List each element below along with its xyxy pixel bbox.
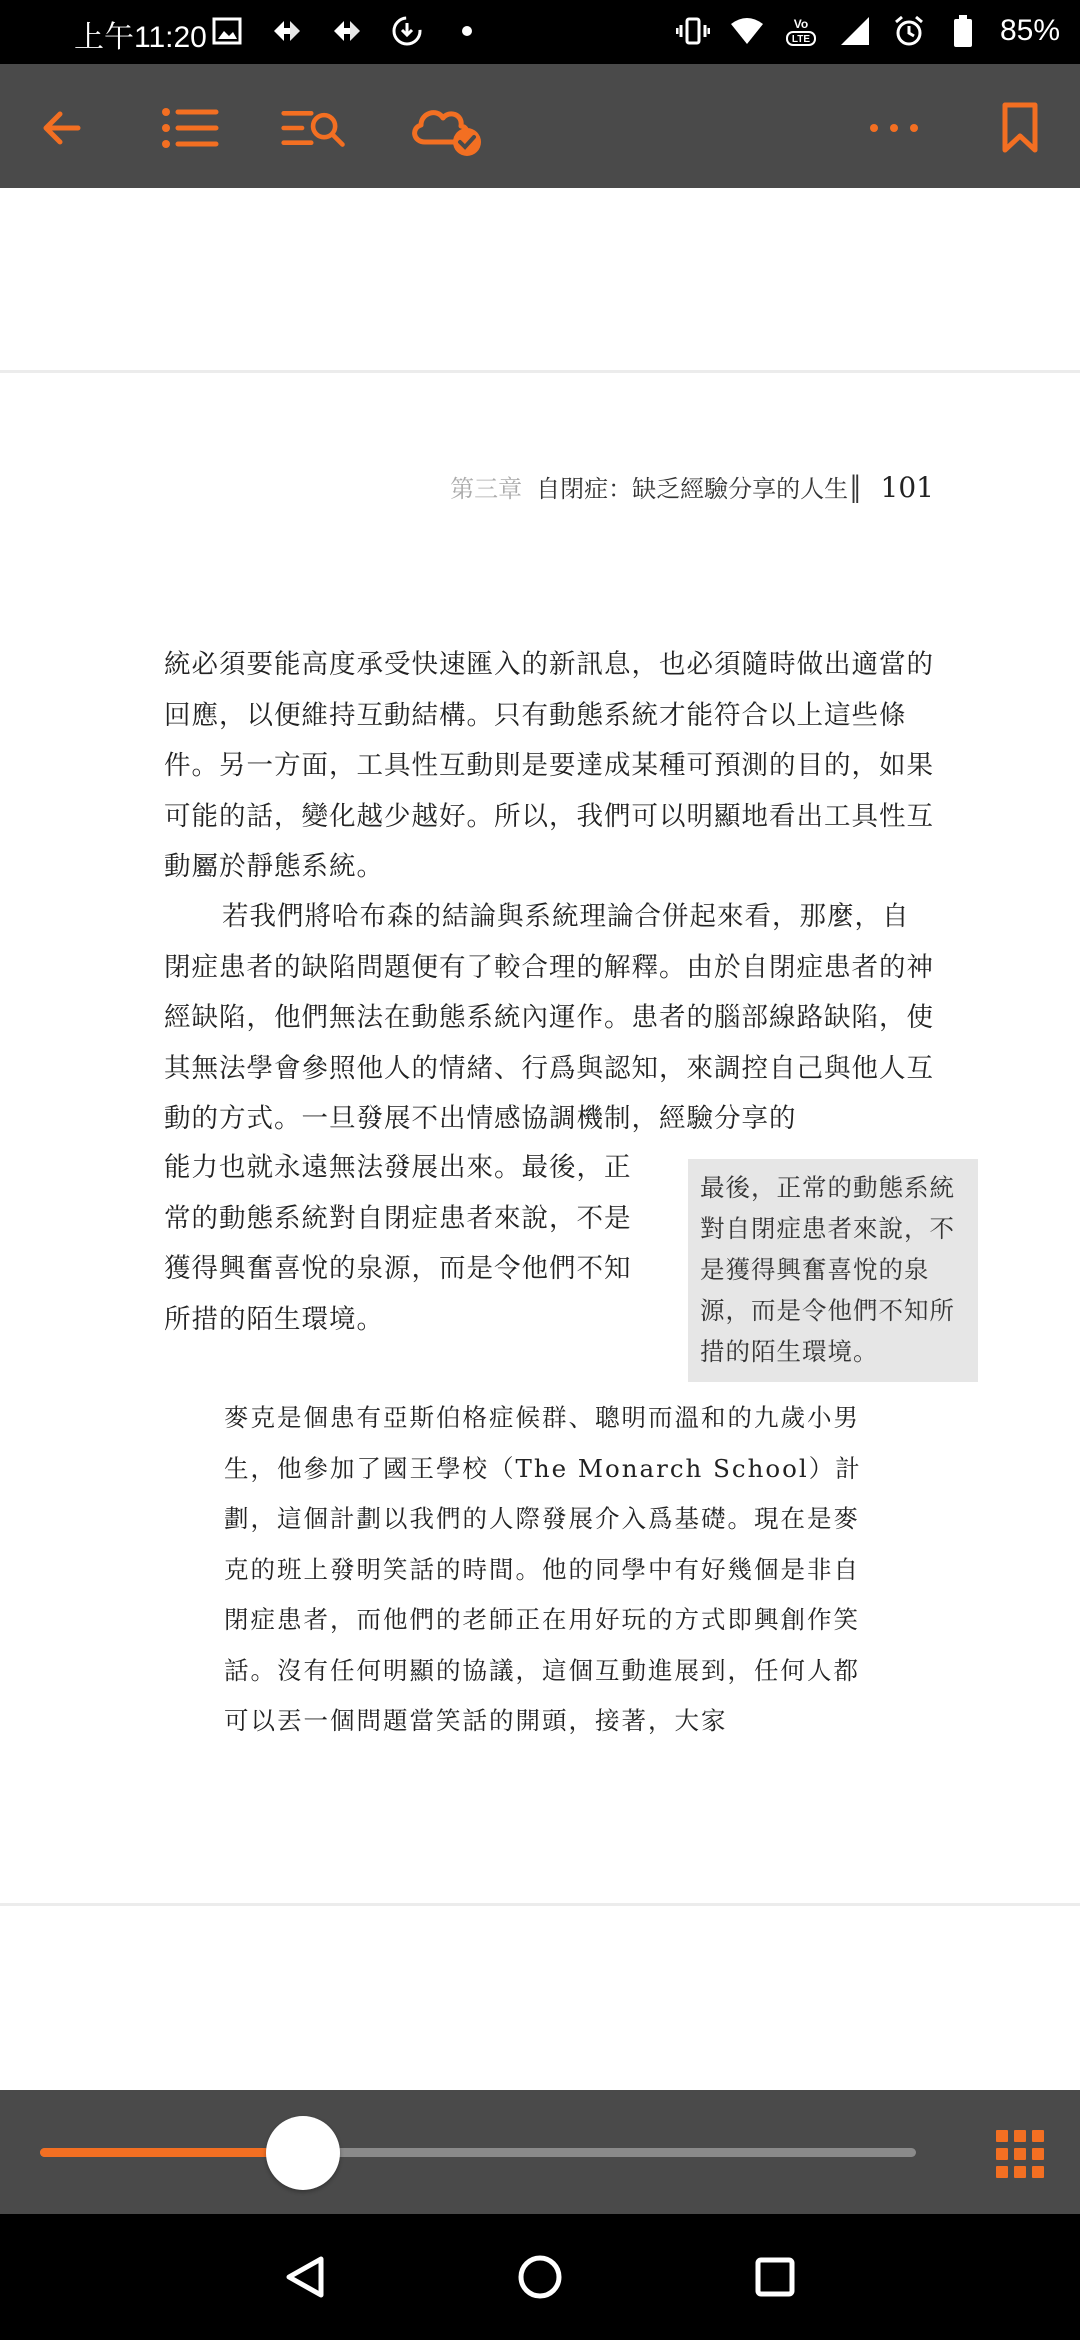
status-time: 上午11:20 (74, 21, 207, 54)
page-divider (0, 1903, 1080, 1906)
notification-icons (210, 14, 484, 48)
nav-back-button[interactable] (272, 2244, 338, 2310)
reading-progress-track[interactable] (40, 2148, 916, 2157)
progress-bar-panel (0, 2090, 1080, 2214)
paragraph: 統必須要能高度承受快速匯入的新訊息，也必須隨時做出適當的回應，以便維持互動結構。只有動態系統才能符合以上這些條件。另一方面，工具性互動則是要達成某種可預測的目的，如果可能的話，變化越少越好。所以，我們可以明顯地看出工具性互動屬於靜態系統。 (164, 649, 934, 882)
image-notification-icon (210, 14, 244, 48)
triangle-back-icon (283, 2253, 327, 2301)
book-page[interactable] (0, 373, 1080, 1903)
circle-home-icon (516, 2253, 564, 2301)
wifi-icon (730, 14, 764, 48)
app-notification-icon-2 (330, 14, 364, 48)
more-dots-icon (868, 122, 920, 134)
chapter-title: 自閉症：缺乏經驗分享的人生║ (536, 475, 863, 503)
download-notification-icon (390, 14, 424, 48)
system-nav-bar (0, 2214, 1080, 2340)
pull-quote: 最後，正常的動態系統對自閉症患者來說，不是獲得興奮喜悅的泉源，而是令他們不知所措的陌生環境。 (688, 1159, 978, 1382)
search-list-icon (280, 104, 348, 152)
square-recents-icon (753, 2255, 797, 2299)
battery-icon (946, 14, 980, 48)
reading-progress-fill (40, 2148, 303, 2157)
arrow-left-icon (38, 104, 86, 152)
case-study-text: 麥克是個患有亞斯伯格症候群、聰明而溫和的九歲小男生，他參加了國王學校（The Monarch School）計劃，這個計劃以我們的人際發展介入爲基礎。現在是麥克的班上發明笑話的時間。他的同學中有好幾個是非自閉症患者，而他們的老師正在用好玩的方式即興創作笑話。沒有任何明顯的協議，這個互動進展到，任何人都可以丟一個問題當笑話的開頭，接著，大家 (224, 1403, 862, 1735)
paragraph-continuation: 能力也就永遠無法發展出來。最後，正常的動態系統對自閉症患者來說，不是獲得興奮喜悅的泉源，而是令他們不知所措的陌生環境。 (164, 1152, 632, 1335)
volte-icon (784, 14, 818, 48)
grid-icon (996, 2130, 1008, 2142)
status-bar (0, 0, 1080, 64)
system-icons (676, 14, 1060, 48)
table-of-contents-button[interactable] (156, 94, 224, 162)
page-grid-button[interactable] (996, 2130, 1044, 2178)
bookmark-button[interactable] (986, 94, 1054, 162)
bookmark-icon (1000, 102, 1040, 154)
paragraph: 若我們將哈布森的結論與系統理論合併起來看，那麼，自閉症患者的缺陷問題便有了較合理的解釋。由於自閉症患者的神經缺陷，他們無法在動態系統內運作。患者的腦部線路缺陷，使其無法學會參照他人的情緒、行爲與認知，來調控自己與他人互動的方式。一旦發展不出情感協調機制，經驗分享的 (164, 901, 934, 1134)
reader-toolbar (0, 64, 1080, 188)
svg-text:LTE: LTE (791, 34, 811, 45)
page-number: 101 (880, 471, 934, 504)
more-notifications-dot-icon (450, 14, 484, 48)
cloud-check-icon (405, 98, 487, 158)
alarm-icon (892, 14, 926, 48)
list-icon (160, 104, 220, 152)
chapter-label: 第三章 (450, 475, 523, 503)
more-options-button[interactable] (860, 94, 928, 162)
search-button[interactable] (280, 94, 348, 162)
svg-text:Vo: Vo (793, 17, 809, 31)
page-gap (0, 188, 1080, 372)
battery-percent: 85% (999, 14, 1060, 47)
app-notification-icon (270, 14, 304, 48)
vibrate-icon (676, 14, 710, 48)
nav-home-button[interactable] (507, 2244, 573, 2310)
reading-progress-thumb[interactable] (266, 2116, 340, 2190)
cloud-sync-button[interactable] (404, 94, 488, 162)
nav-recents-button[interactable] (742, 2244, 808, 2310)
back-button[interactable] (28, 94, 96, 162)
running-header (450, 469, 934, 504)
signal-icon (838, 14, 872, 48)
